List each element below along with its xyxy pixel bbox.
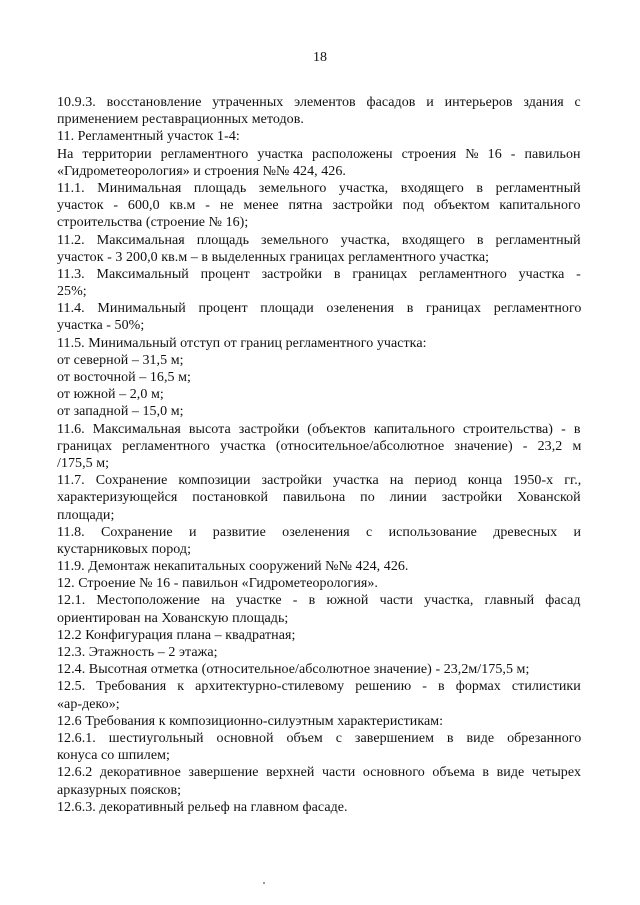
paragraph-11-7 [57,472,581,524]
text-line: конуса со шпилем; [57,748,170,764]
paragraph-12-3 [57,644,581,661]
text-line: площади; [57,507,115,523]
text-line: 11.1. Минимальная площадь земельного участка, входящего в регламентный [57,180,581,196]
paragraph-11-8 [57,524,581,558]
text-line: «ар-деко»; [57,696,120,712]
paragraph-10-9-3 [57,94,581,128]
text-line: 11.4. Минимальный процент площади озеленения в границах регламентного [57,301,582,317]
text-line: границах регламентного участка (относительное/абсолютное значение) - 23,2 м [57,438,582,454]
text-line: 12.6.3. декоративный рельеф на главном фасаде. [57,799,348,815]
text-line: /175,5 м; [57,455,110,471]
text-line: 11.9. Демонтаж некапитальных сооружений №№ 424, 426. [57,559,409,575]
text-line: «Гидрометеорология» и строения №№ 424, 426. [57,163,346,179]
paragraph-12-6 [57,713,581,730]
text-line: кустарниковых пород; [57,541,192,557]
text-line: 12.1. Местоположение на участке - в южной части участка, главный фасад [57,593,581,609]
paragraph-12-5 [57,678,581,712]
text-line: 12.6 Требования к композиционно-силуэтным характеристикам: [57,713,444,729]
text-line: 12.2 Конфигурация плана – квадратная; [57,627,296,643]
text-line: 11.7. Сохранение композиции застройки участка на период конца 1950-х гг., [57,473,582,489]
paragraph-11-5 [57,335,581,352]
text-line: 12.6.2 декоративное завершение верхней части основного объема в виде четырех [57,765,581,781]
text-line: ориентирован на Хованскую площадь; [57,610,289,626]
text-line: 10.9.3. восстановление утраченных элементов фасадов и интерьеров здания с [57,95,581,110]
paragraph-11-3 [57,266,581,300]
text-line: 12.3. Этажность – 2 этажа; [57,645,218,660]
text-line: 12.6.1. шестиугольный основной объем с завершением в виде обрезанного [57,730,582,746]
text-line: строительства (строение № 16); [57,215,249,231]
text-line: применением реставрационных методов. [57,112,304,128]
text-line: арказурных поясков; [57,782,182,798]
setback-west [57,403,581,420]
paragraph-12-6-3 [57,799,581,816]
text-line: от северной – 31,5 м; [57,352,184,368]
setback-north [57,352,581,369]
text-line: 12. Строение № 16 - павильон «Гидрометеорология». [57,576,378,592]
heading-section-12 [57,575,581,592]
paragraph-12-6-2 [57,764,581,798]
paragraph-12-1 [57,592,581,626]
text-line: 12.5. Требования к архитектурно-стилевому решению - в формах стилистики [57,679,581,695]
text-line: от восточной – 16,5 м; [57,370,191,385]
text-line: 11.2. Максимальная площадь земельного участка, входящего в регламентный [57,232,581,248]
paragraph-section-11-intro [57,146,581,180]
paragraph-11-9 [57,558,581,575]
setback-south [57,386,581,403]
paragraph-11-4 [57,300,581,334]
scan-speck [263,882,265,884]
text-line: участка - 50%; [57,318,145,334]
text-line: от западной – 15,0 м; [57,404,184,420]
text-line: участок - 3 200,0 кв.м – в выделенных границах регламентного участка; [57,249,490,265]
paragraph-11-6 [57,421,581,473]
heading-section-11 [57,128,581,145]
paragraph-12-4 [57,661,581,678]
paragraph-12-6-1 [57,730,581,764]
paragraph-12-2 [57,627,581,644]
text-line: 11.8. Сохранение и развитие озеленения с использование древесных и [57,524,582,540]
text-line: 11.5. Минимальный отступ от границ регламентного участка: [57,335,427,351]
text-line: 11. Регламентный участок 1-4: [57,129,240,145]
text-line: 11.3. Максимальный процент застройки в границах регламентного участка - [57,266,581,282]
setback-east [57,369,581,386]
text-line: На территории регламентного участка расположены строения № 16 - павильон [57,146,581,162]
paragraph-11-1 [57,180,581,232]
text-line: от южной – 2,0 м; [57,387,164,403]
text-line: 25%; [57,284,87,300]
text-line: 11.6. Максимальная высота застройки (объектов капитального строительства) - в [57,421,581,437]
text-line: характеризующейся постановкой павильона по линии застройки Хованской [57,490,581,506]
document-body [57,94,581,816]
text-line: 12.4. Высотная отметка (относительное/абсолютное значение) - 23,2м/175,5 м; [57,662,530,678]
page-number: 18 [313,50,327,65]
text-line: участок - 600,0 кв.м - не менее пятна застройки под объектом капитального [57,198,581,214]
paragraph-11-2 [57,232,581,266]
